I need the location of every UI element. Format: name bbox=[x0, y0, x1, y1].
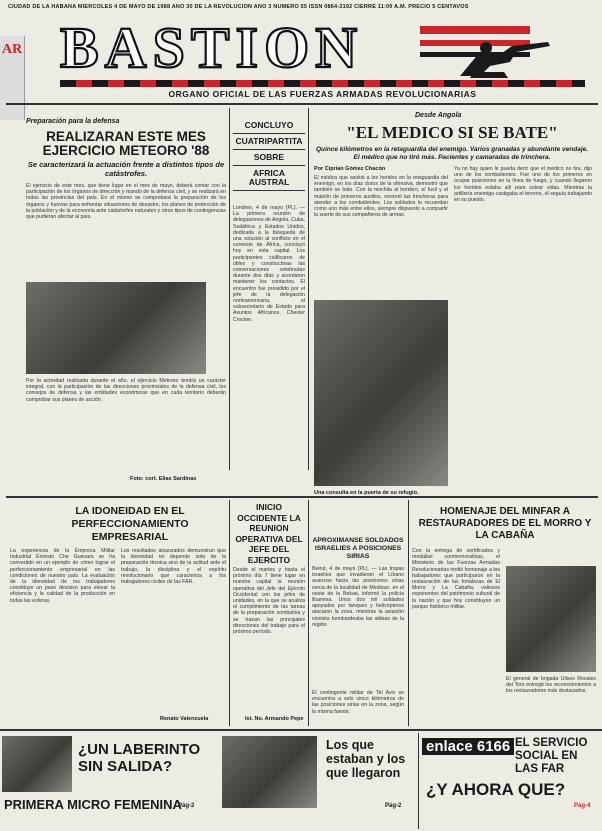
servicio-social-headline: EL SERVICIO SOCIAL EN LAS FAR bbox=[515, 737, 588, 775]
meteoro-photo-credit: Foto: cort. Elias Sardinas bbox=[130, 476, 197, 482]
medico-byline: Por Ciprian Gómez Chacón bbox=[314, 166, 386, 172]
masthead-title: BASTION bbox=[60, 15, 364, 80]
homenaje-body: Con la entrega de certificados y medallas conmemorativas, el Ministerio de las Fuerzas Armadas Revolucionarias rindió homenaje a los trabajadores que participaron en la restauración de las fortalezas de El Morro y La Cabaña, valiosos exponentes del patrimonio cultural de la nación y que hoy constituyen un parque histórico militar. bbox=[412, 548, 500, 610]
los-que-photo bbox=[222, 736, 317, 808]
medico-kicker: Desde Angola bbox=[415, 112, 462, 119]
column-rule-4 bbox=[308, 500, 309, 726]
idoneidad-body: La experiencia de la Empresa Militar Industrial Ernesto Che Guevara se ha convertido en un ejemplo de cómo lograr el perfeccionamiento empresarial en las condiciones de nuestro país. La evaluación de la idoneidad de los trabajadores constituye un paso decisivo para elevar la eficiencia y la calidad de la producción en todas las esferas. bbox=[10, 548, 115, 604]
concluyo-headline-4: AFRICA AUSTRAL bbox=[233, 166, 305, 191]
aproximanse-body-2: El contingente militar de Tel Aviv se encuentra a solo cinco kilómetros de las posiciones sirias en la zona, según la misma fuente. bbox=[312, 690, 404, 715]
medico-body: El médico que asistió a los heridos en la retaguardia del enemigo, en los días duros de la ofensiva, demostró que también se bate. Con la mochila al hombro, el fusil y el maletín de primeros auxilios, recorrió las trincheras para atender a los combatientes. Los soldados lo recuerdan como uno más entre ellos, siempre dispuesto a compartir la suerte de sus compañeros de armas. bbox=[314, 175, 448, 219]
micro-femenina-headline: PRIMERA MICRO FEMENINA bbox=[4, 797, 182, 812]
meteoro-deck: Se caracterizará la actuación frente a distintos tipos de catástrofes. bbox=[27, 160, 225, 178]
laberinto-photo bbox=[2, 736, 72, 792]
los-que-page-ref: Pág-2 bbox=[385, 803, 402, 809]
medico-body-2: Ya no hay quien le pueda decir que el médico no tira, dijo uno de los combatientes. Fue uno de los primeros en ocupar posiciones en la línea de fuego, y cuando llegaron los heridos estaba allí para salvar vidas. Mientras la artillería enemiga castigaba el terreno, él seguía trabajando en su puesto. bbox=[454, 166, 592, 204]
masthead-subtitle: ORGANO OFICIAL DE LAS FUERZAS ARMADAS REVOLUCIONARIAS bbox=[168, 89, 477, 99]
column-rule-1 bbox=[229, 108, 230, 470]
bottom-rule bbox=[0, 729, 602, 731]
aproximanse-body: Beirut, 4 de mayo (PL). — Las tropas israelíes que invadieron el Líbano avanzan hacia las posiciones sirias cerca de la localidad de Meidoun, en el oeste de la Bekaa, informó la policía libanesa. Unos dos mil soldados apoyados por tanques y helicópteros atacaron la zona, mientras la aviación sionista bombardeaba las aldeas de la región. bbox=[312, 566, 404, 628]
column-rule-5 bbox=[408, 500, 409, 726]
idoneidad-body-2: Los resultados alcanzados demuestran que la idoneidad no depende solo de la preparación técnica sino de la actitud ante el trabajo, la disciplina y el espíritu revolucionario que caracteriza a los trabajadores civiles de las FAR. bbox=[121, 548, 226, 586]
dateline: CIUDAD DE LA HABANA MIERCOLES 4 DE MAYO DE 1988 AÑO 30 DE LA REVOLUCION AÑO 3 NUMERO 55 ISSN 0864-2192 CIERRE 11:00 A.M. PRECIO 5 CENTAVOS bbox=[8, 4, 469, 10]
enlace-logo: enlace 6166 bbox=[422, 738, 514, 755]
concluyo-headline-3: SOBRE bbox=[233, 150, 305, 166]
header-rule bbox=[6, 103, 598, 105]
homenaje-headline: HOMENAJE DEL MINFAR A RESTAURADORES DE EL MORRO Y LA CABAÑA bbox=[418, 506, 592, 541]
masthead-stripe bbox=[60, 80, 585, 87]
y-ahora-page-ref: Pág-4 bbox=[574, 803, 591, 809]
middle-rule bbox=[6, 496, 598, 498]
idoneidad-credit: Renato Valenzuela bbox=[160, 716, 209, 722]
concluyo-headline-block bbox=[233, 118, 305, 191]
los-que-headline: Los que estaban y los que llegaron bbox=[326, 738, 406, 780]
aproximanse-headline: APROXIMANSE SOLDADOS ISRAELIES A POSICIONES SIRIAS bbox=[312, 537, 404, 560]
medico-headline: "EL MEDICO SI SE BATE" bbox=[346, 123, 558, 142]
homenaje-body-2: El general de brigada Ulises Rosales del Toro entregó los reconocimientos a los restauradores más destacados. bbox=[506, 676, 596, 695]
medico-photo bbox=[314, 300, 448, 486]
left-strip bbox=[0, 36, 25, 120]
column-rule-2 bbox=[308, 108, 309, 470]
medico-photo-caption: Una consulta en la puerta de su refugio. bbox=[314, 490, 419, 496]
homenaje-photo bbox=[506, 566, 596, 672]
meteoro-kicker: Preparación para la defensa bbox=[26, 118, 120, 125]
meteoro-photo bbox=[26, 282, 206, 374]
y-ahora-headline: ¿Y AHORA QUE? bbox=[426, 780, 566, 799]
soldier-emblem-icon bbox=[450, 32, 560, 82]
inicio-credit: Ist. No. Armando Pepe bbox=[245, 716, 304, 722]
laberinto-page-ref: Pág-2 bbox=[178, 803, 195, 809]
inicio-body: Desde el martes y hasta el próximo día 7 tiene lugar en nuestra capital la reunión operativa del Jefe del Ejército Occidental con los jefes de unidades, en la que se analiza el cumplimiento de las tareas de la preparación combativa y se trazan las principales direcciones del trabajo para el próximo período. bbox=[233, 567, 305, 636]
idoneidad-headline: LA IDONEIDAD EN EL PERFECCIONAMIENTO EMPRESARIAL bbox=[71, 505, 189, 543]
column-rule-3 bbox=[229, 500, 230, 726]
bottom-column-rule bbox=[418, 733, 419, 829]
meteoro-headline: REALIZARAN ESTE MES EJERCICIO METEORO '88 bbox=[42, 129, 210, 159]
inicio-headline: INICIO OCCIDENTE LA REUNION OPERATIVA DEL JEFE DEL EJERCITO bbox=[235, 502, 303, 565]
meteoro-body: El ejercicio de este mes, que tiene lugar en el mes de mayo, deberá contar con la participación de los órganos de dirección y mando de la defensa civil, y se realizará en todas las provincias del país. En el mismo se comprobará la preparación de los órganos y fuerzas para enfrentar situaciones de desastre, los planes de protección de la población y de la economía ante catástrofes naturales y otros tipos de contingencias que pudieran afectar al país. bbox=[26, 183, 226, 221]
left-strip-text: AR bbox=[2, 42, 23, 57]
laberinto-headline: ¿UN LABERINTO SIN SALIDA? bbox=[78, 741, 201, 775]
concluyo-headline-1: CONCLUYO bbox=[233, 118, 305, 134]
meteoro-body-2: Por la actividad realizada durante el año, el ejercicio Meteoro tendrá un carácter integral, con la participación de las direcciones provinciales de la defensa civil, los consejos de defensa y las entidades económicas que en cada territorio deberán comprobar sus planes de acción. bbox=[26, 378, 226, 403]
concluyo-body: Londres, 4 de mayo (PL). — La primera reunión de delegaciones de Angola, Cuba, Sudáfrica y Estados Unidos, dedicada a la búsqueda de una solución al conflicto en el suroeste de África, concluyó hoy en esta capital. Los participantes calificaron de útiles y constructivas las conversaciones celebradas durante dos días y acordaron mantener los contactos. El encuentro fue presidido por el jefe de la delegación norteamericana, el subsecretario de Estado para Asuntos Africanos, Chester Crocker. bbox=[233, 205, 305, 323]
concluyo-headline-2: CUATRIPARTITA bbox=[233, 134, 305, 150]
medico-deck: Quince kilómetros en la retaguardia del enemigo. Varios granadas y abundante vendaje. El médico que no tiró más. Pacientes y camaradas de trinchera. bbox=[315, 146, 589, 161]
